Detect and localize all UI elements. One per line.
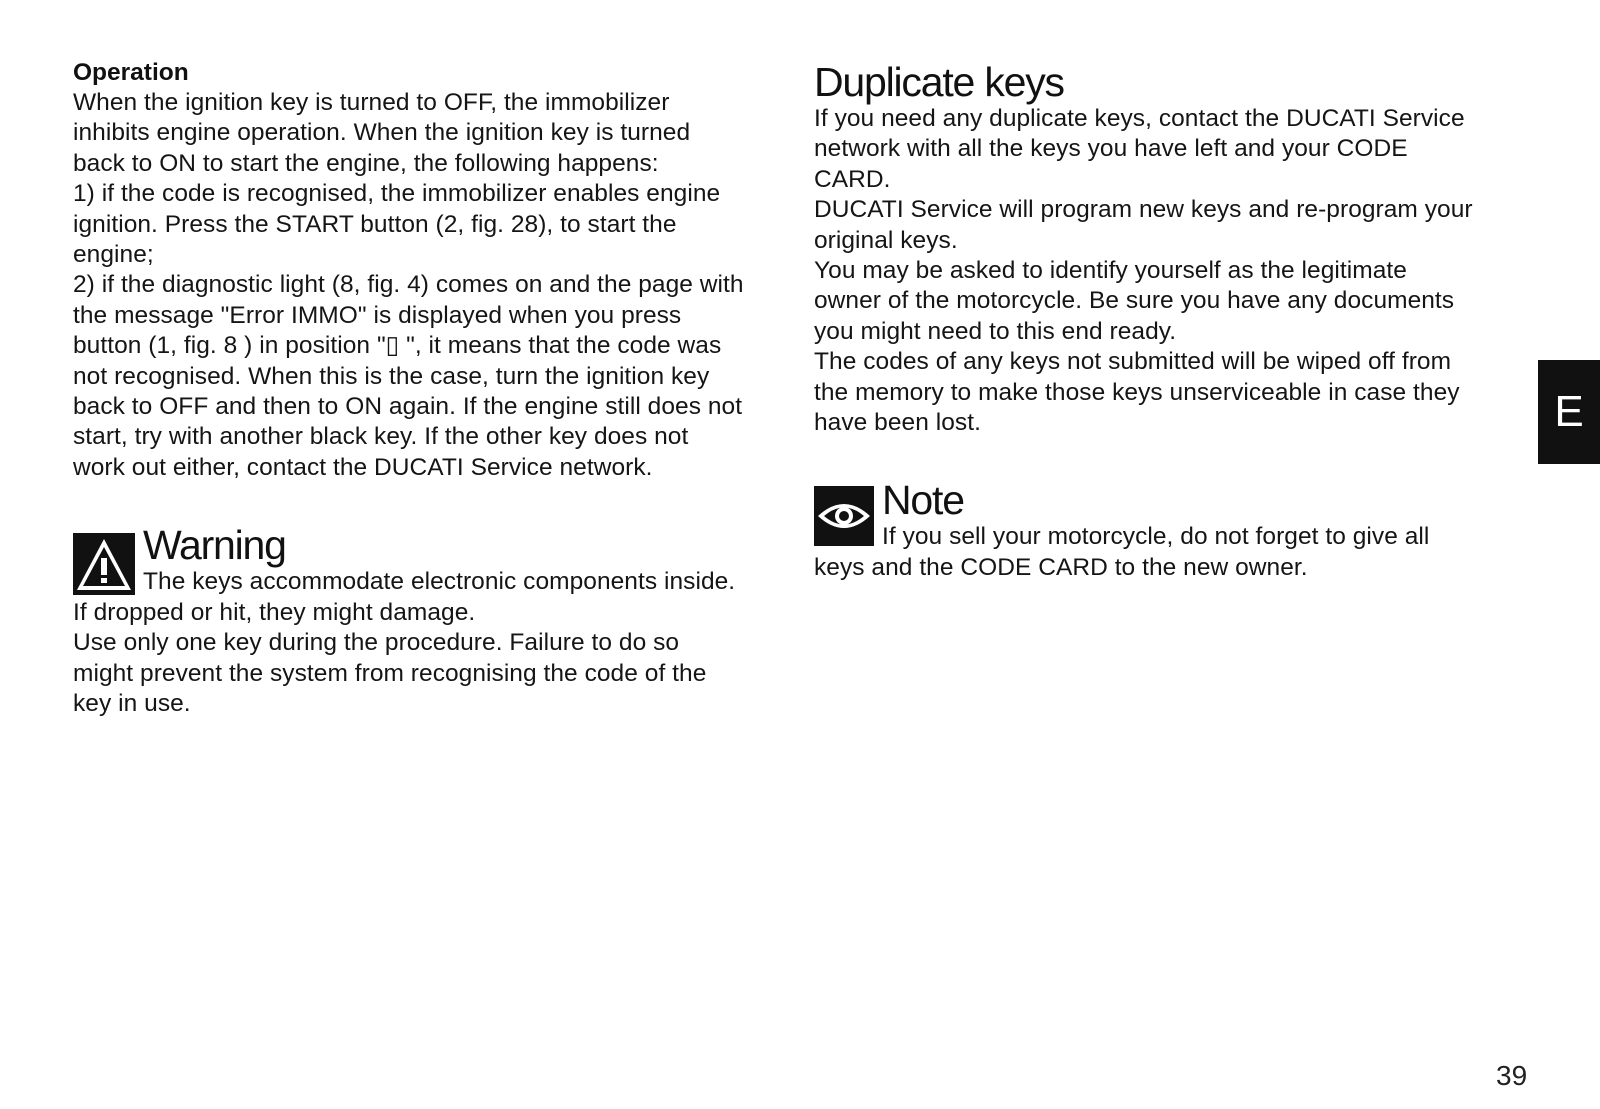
eye-icon xyxy=(814,486,874,546)
text-line: You may be asked to identify yourself as the legitimate xyxy=(814,257,1407,285)
text-line: button (1, fig. 8 ) in position "▯ ", it means that the code was xyxy=(73,332,722,360)
text-line: engine; xyxy=(73,241,154,269)
text-line: If dropped or hit, they might damage. xyxy=(73,598,476,626)
section-tab: E xyxy=(1538,360,1600,464)
text-line: The keys accommodate electronic components inside. xyxy=(143,568,736,596)
text-line: original keys. xyxy=(814,226,958,254)
text-line: you might need to this end ready. xyxy=(814,317,1177,345)
left-column xyxy=(73,58,785,719)
text-line: work out either, contact the DUCATI Service network. xyxy=(73,453,653,481)
text-line: 2) if the diagnostic light (8, fig. 4) comes on and the page with xyxy=(73,271,744,299)
operation-text xyxy=(73,88,785,483)
text-line: When the ignition key is turned to OFF, the immobilizer xyxy=(73,89,670,116)
text-line: not recognised. When this is the case, turn the ignition key xyxy=(73,362,710,390)
warning-text xyxy=(73,567,785,719)
text-line: the memory to make those keys unserviceable in case they xyxy=(814,378,1460,406)
text-line: If you need any duplicate keys, contact the DUCATI Service xyxy=(814,105,1465,132)
text-line: the message "Error IMMO" is displayed when you press xyxy=(73,301,682,329)
text-line: DUCATI Service will program new keys and re-program your xyxy=(814,196,1473,224)
text-line: Use only one key during the procedure. Failure to do so xyxy=(73,629,680,657)
text-line: keys and the CODE CARD to the new owner. xyxy=(814,553,1308,581)
text-line: back to ON to start the engine, the following happens: xyxy=(73,149,659,177)
text-line: have been lost. xyxy=(814,409,981,437)
duplicate-keys-text xyxy=(814,104,1524,438)
text-line: might prevent the system from recognising the code of the xyxy=(73,659,707,687)
text-line: network with all the keys you have left and your CODE xyxy=(814,135,1408,163)
warning-title: Warning xyxy=(143,522,286,569)
note-block xyxy=(814,478,1524,583)
text-line: key in use. xyxy=(73,689,191,717)
warning-block xyxy=(73,523,785,719)
text-line: back to OFF and then to ON again. If the engine still does not xyxy=(73,393,743,421)
page-number: 39 xyxy=(1496,1060,1528,1091)
text-line: start, try with another black key. If the other key does not xyxy=(73,423,689,451)
text-line: The codes of any keys not submitted will be wiped off from xyxy=(814,348,1452,376)
right-column xyxy=(814,60,1524,583)
warning-triangle-icon xyxy=(73,533,135,595)
text-line: CARD. xyxy=(814,165,891,193)
text-line: If you sell your motorcycle, do not forget to give all xyxy=(882,523,1430,551)
text-line: ignition. Press the START button (2, fig. 28), to start the xyxy=(73,210,677,238)
text-line: inhibits engine operation. When the ignition key is turned xyxy=(73,119,691,147)
duplicate-keys-title: Duplicate keys xyxy=(814,59,1064,105)
note-title: Note xyxy=(882,477,964,524)
operation-heading: Operation xyxy=(73,59,189,86)
text-line: 1) if the code is recognised, the immobilizer enables engine xyxy=(73,180,721,208)
note-text xyxy=(814,522,1524,583)
text-line: owner of the motorcycle. Be sure you have any documents xyxy=(814,287,1455,315)
